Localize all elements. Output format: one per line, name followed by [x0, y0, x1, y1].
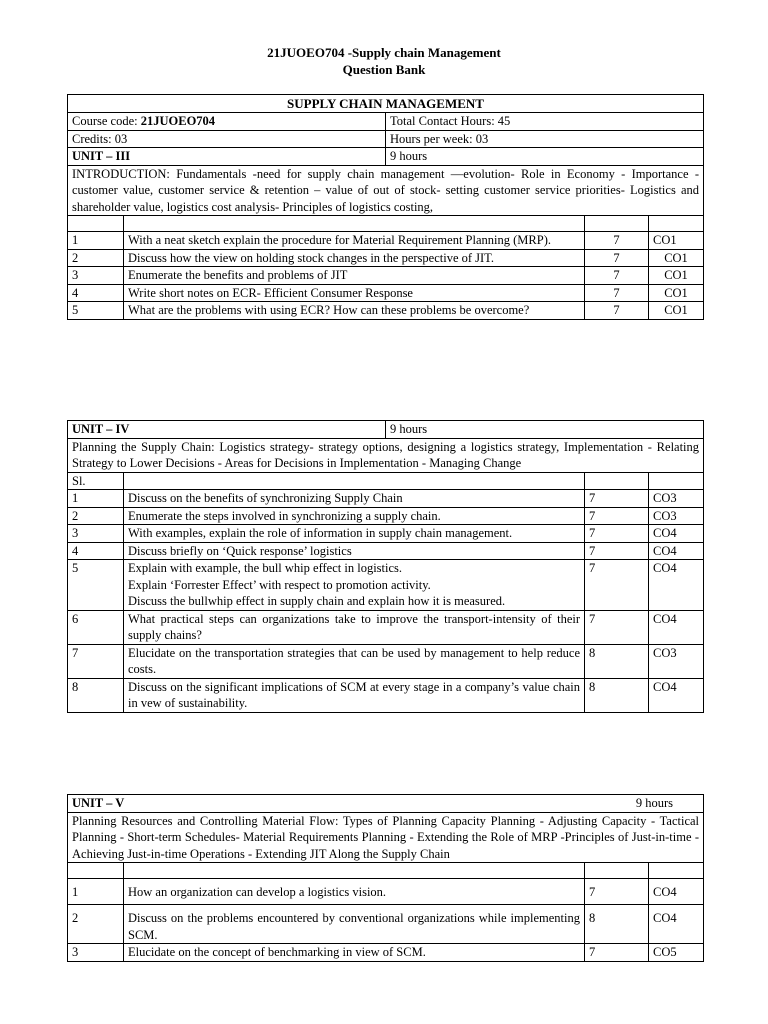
question-text: What practical steps can organizations take to improve the transport-intensity of their supply chains? [124, 610, 585, 644]
table-row [68, 490, 704, 508]
unit-hours: 9 hours [386, 148, 704, 166]
unit-label: UNIT – V [68, 795, 386, 813]
question-number: 4 [68, 542, 124, 560]
question-line: Discuss the bullwhip effect in supply chain and explain how it is measured. [128, 594, 506, 608]
question-text: Discuss on the significant implications of SCM at every stage in a company’s value chain in vew of sustainability. [124, 678, 585, 712]
question-text: Enumerate the steps involved in synchronizing a supply chain. [124, 507, 585, 525]
table-row [68, 525, 704, 543]
unit-label: UNIT – IV [68, 421, 386, 439]
question-text [124, 560, 585, 611]
question-text: Write short notes on ECR- Efficient Consumer Response [124, 284, 585, 302]
question-text: What are the problems with using ECR? How can these problems be overcome? [124, 302, 585, 320]
document-subtitle: Question Bank [342, 62, 426, 77]
table-row [68, 267, 704, 285]
question-marks: 7 [585, 507, 649, 525]
course-code: 21JUOEO704 [140, 114, 216, 129]
question-marks: 7 [585, 232, 649, 250]
unit-syllabus: Planning Resources and Controlling Material Flow: Types of Planning Capacity Planning - Adjusting Capacity - Tactical Planning - Short-term Schedules- Material Requirements Planning - Extending the Role of MRP -Principles of Just-in-time -Achieving Just-in-time Operations - Extending JIT Along the Supply Chain [68, 812, 704, 863]
question-marks: 8 [585, 644, 649, 678]
question-number: 6 [68, 610, 124, 644]
hours-per-week: Hours per week: 03 [386, 130, 704, 148]
document-title: 21JUOEO704 -Supply chain Management [267, 45, 501, 60]
question-marks: 7 [585, 610, 649, 644]
question-number: 4 [68, 284, 124, 302]
unit-3-table [67, 94, 704, 320]
question-marks: 8 [585, 678, 649, 712]
question-co: CO1 [649, 302, 704, 320]
question-number: 3 [68, 944, 124, 962]
table-row [68, 678, 704, 712]
credits: Credits: 03 [68, 130, 386, 148]
question-number: 5 [68, 302, 124, 320]
course-code-cell: Course code: 21JUOEO704 [68, 113, 386, 131]
serial-header: Sl. [68, 472, 124, 490]
question-marks: 7 [585, 249, 649, 267]
course-title: SUPPLY CHAIN MANAGEMENT [68, 95, 704, 113]
question-text: With a neat sketch explain the procedure for Material Requirement Planning (MRP). [124, 232, 585, 250]
question-number: 3 [68, 525, 124, 543]
question-text: Discuss on the problems encountered by conventional organizations while implementing SCM. [124, 905, 585, 944]
unit-hours: 9 hours [386, 795, 704, 813]
question-marks: 7 [585, 490, 649, 508]
question-co: CO4 [649, 610, 704, 644]
question-co: CO4 [649, 678, 704, 712]
table-row [68, 879, 704, 905]
question-number: 3 [68, 267, 124, 285]
table-row [68, 610, 704, 644]
unit-4-table [67, 420, 704, 713]
question-co: CO3 [649, 644, 704, 678]
question-co: CO4 [649, 560, 704, 611]
question-line: Explain with example, the bull whip effect in logistics. [128, 561, 403, 575]
question-co: CO5 [649, 944, 704, 962]
question-number: 1 [68, 879, 124, 905]
question-text: Enumerate the benefits and problems of JIT [124, 267, 585, 285]
unit-syllabus: INTRODUCTION: Fundamentals -need for supply chain management —evolution- Role in Economy - Importance - customer value, customer service & retention – value of out of stock- setting customer service priorities- Logistics and shareholder value, logistics cost analysis- Principles of logistics costing, [68, 165, 704, 216]
question-marks: 7 [585, 944, 649, 962]
table-row [68, 905, 704, 944]
question-marks: 7 [585, 302, 649, 320]
question-number: 8 [68, 678, 124, 712]
question-marks: 7 [585, 267, 649, 285]
table-row [68, 302, 704, 320]
question-line: Explain ‘Forrester Effect’ with respect to promotion activity. [128, 577, 431, 592]
question-text: Discuss briefly on ‘Quick response’ logistics [124, 542, 585, 560]
question-number: 2 [68, 249, 124, 267]
table-row [68, 542, 704, 560]
question-co: CO4 [649, 879, 704, 905]
question-text: Discuss on the benefits of synchronizing Supply Chain [124, 490, 585, 508]
question-marks: 8 [585, 905, 649, 944]
table-row [68, 560, 704, 611]
table-row [68, 232, 704, 250]
question-co: CO1 [649, 232, 704, 250]
question-co: CO1 [649, 267, 704, 285]
question-marks: 7 [585, 879, 649, 905]
question-co: CO4 [649, 525, 704, 543]
question-co: CO4 [649, 905, 704, 944]
question-co: CO1 [649, 284, 704, 302]
question-co: CO4 [649, 542, 704, 560]
question-marks: 7 [585, 284, 649, 302]
question-co: CO3 [649, 507, 704, 525]
question-text: Discuss how the view on holding stock changes in the perspective of JIT. [124, 249, 585, 267]
unit-label: UNIT – III [68, 148, 386, 166]
table-row [68, 644, 704, 678]
question-number: 1 [68, 232, 124, 250]
unit-5-table [67, 794, 704, 962]
question-marks: 7 [585, 525, 649, 543]
question-text: Elucidate on the concept of benchmarking in view of SCM. [124, 944, 585, 962]
total-contact-hours: Total Contact Hours: 45 [386, 113, 704, 131]
question-number: 7 [68, 644, 124, 678]
question-number: 5 [68, 560, 124, 611]
question-text: Elucidate on the transportation strategies that can be used by management to help reduce costs. [124, 644, 585, 678]
question-number: 2 [68, 905, 124, 944]
question-text: With examples, explain the role of information in supply chain management. [124, 525, 585, 543]
question-co: CO1 [649, 249, 704, 267]
unit-hours: 9 hours [386, 421, 704, 439]
table-row [68, 249, 704, 267]
table-row [68, 944, 704, 962]
table-row [68, 507, 704, 525]
question-number: 1 [68, 490, 124, 508]
table-row [68, 284, 704, 302]
question-co: CO3 [649, 490, 704, 508]
unit-syllabus: Planning the Supply Chain: Logistics strategy- strategy options, designing a logistics strategy, Implementation - Relating Strategy to Lower Decisions - Areas for Decisions in Implementation - Managing Change [68, 438, 704, 472]
question-marks: 7 [585, 542, 649, 560]
question-number: 2 [68, 507, 124, 525]
question-marks: 7 [585, 560, 649, 611]
question-text: How an organization can develop a logistics vision. [124, 879, 585, 905]
